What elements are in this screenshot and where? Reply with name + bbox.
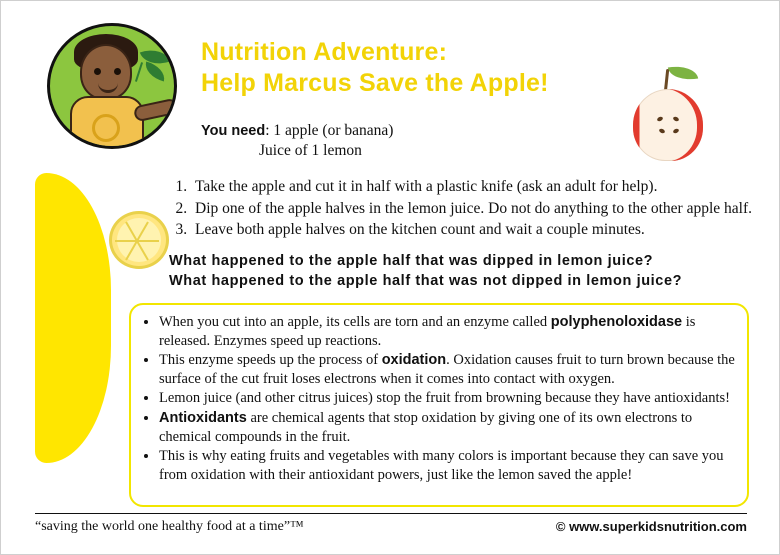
title-line-1: Nutrition Adventure: bbox=[201, 38, 448, 66]
leaf-stem-icon bbox=[135, 62, 143, 82]
apple-leaf-icon bbox=[668, 63, 698, 84]
lemon-wedge-decoration bbox=[35, 173, 111, 463]
instruction-step: 3. Leave both apple halves on the kitchen count and wait a couple minutes. bbox=[191, 220, 757, 241]
lemon-segment bbox=[115, 240, 137, 242]
materials-section bbox=[201, 121, 393, 161]
avatar-shirt-emblem bbox=[92, 114, 120, 142]
lemon-slice-icon bbox=[109, 211, 173, 273]
apple-seed bbox=[658, 128, 665, 134]
science-fact-item bbox=[159, 389, 737, 408]
footer-divider bbox=[35, 513, 747, 514]
fact-text: This enzyme speeds up the process of bbox=[159, 352, 382, 369]
apple-seed bbox=[672, 116, 679, 122]
materials-item-1: : 1 apple (or banana) bbox=[265, 122, 394, 139]
lemon-segment bbox=[137, 240, 159, 242]
title-line-2: Help Marcus Save the Apple! bbox=[201, 69, 549, 97]
fact-key-term: Antioxidants bbox=[159, 409, 247, 426]
instructions-ordered-list bbox=[167, 177, 757, 241]
apple-icon bbox=[629, 63, 711, 165]
question-2: What happened to the apple half that was not dipped in lemon juice? bbox=[169, 273, 683, 289]
fact-text: . Oxidation causes fruit to turn brown because the surface of the cut fruit loses electrons when it comes into contact with oxygen. bbox=[159, 352, 735, 387]
page-title bbox=[201, 37, 631, 99]
footer-tagline: “saving the world one healthy food at a time”™ bbox=[35, 519, 304, 534]
fact-text: This is why eating fruits and vegetables with many colors is important because they can save you from oxidation with their antioxidant powers, just like the lemon saved the apple! bbox=[159, 448, 724, 483]
footer-copyright[interactable]: © www.superkidsnutrition.com bbox=[555, 519, 747, 534]
instructions-list bbox=[167, 177, 757, 242]
science-fact-item bbox=[159, 409, 737, 446]
avatar-eye-right bbox=[114, 68, 121, 75]
materials-label: You need bbox=[201, 123, 266, 139]
science-facts-list bbox=[141, 313, 737, 484]
apple-core bbox=[657, 115, 681, 137]
materials-line-1 bbox=[201, 121, 393, 141]
fact-key-term: oxidation bbox=[381, 352, 447, 369]
science-facts-box bbox=[129, 303, 749, 507]
fact-text: When you cut into an apple, its cells are torn and an enzyme called bbox=[159, 314, 551, 330]
question-1: What happened to the apple half that was dipped in lemon juice? bbox=[169, 253, 654, 269]
avatar-circle-background bbox=[47, 23, 177, 149]
science-fact-item bbox=[159, 313, 737, 350]
instruction-step: 2. Dip one of the apple halves in the lemon juice. Do not do anything to the other apple half. bbox=[191, 199, 757, 220]
page-footer bbox=[35, 519, 747, 535]
leaf-icon-lower bbox=[143, 62, 168, 82]
fact-text: are chemical agents that stop oxidation by giving one of its own electrons to chemical compounds in the fruit. bbox=[159, 409, 693, 445]
materials-item-2: Juice of 1 lemon bbox=[259, 142, 362, 159]
instruction-step: 1. Take the apple and cut it in half with a plastic knife (ask an adult for help). bbox=[191, 177, 757, 198]
fact-text: Lemon juice (and other citrus juices) stop the fruit from browning because they have antioxidants! bbox=[159, 390, 730, 407]
fact-text: is released. Enzymes speed up reactions. bbox=[159, 314, 696, 349]
apple-seed bbox=[656, 116, 663, 122]
marcus-avatar bbox=[39, 19, 187, 153]
science-fact-item bbox=[159, 447, 737, 484]
apple-seed bbox=[672, 128, 679, 134]
science-fact-item bbox=[159, 351, 737, 388]
questions-section bbox=[169, 251, 769, 291]
avatar-eye-left bbox=[94, 68, 101, 75]
fact-key-term: polyphenoloxidase bbox=[550, 314, 683, 330]
